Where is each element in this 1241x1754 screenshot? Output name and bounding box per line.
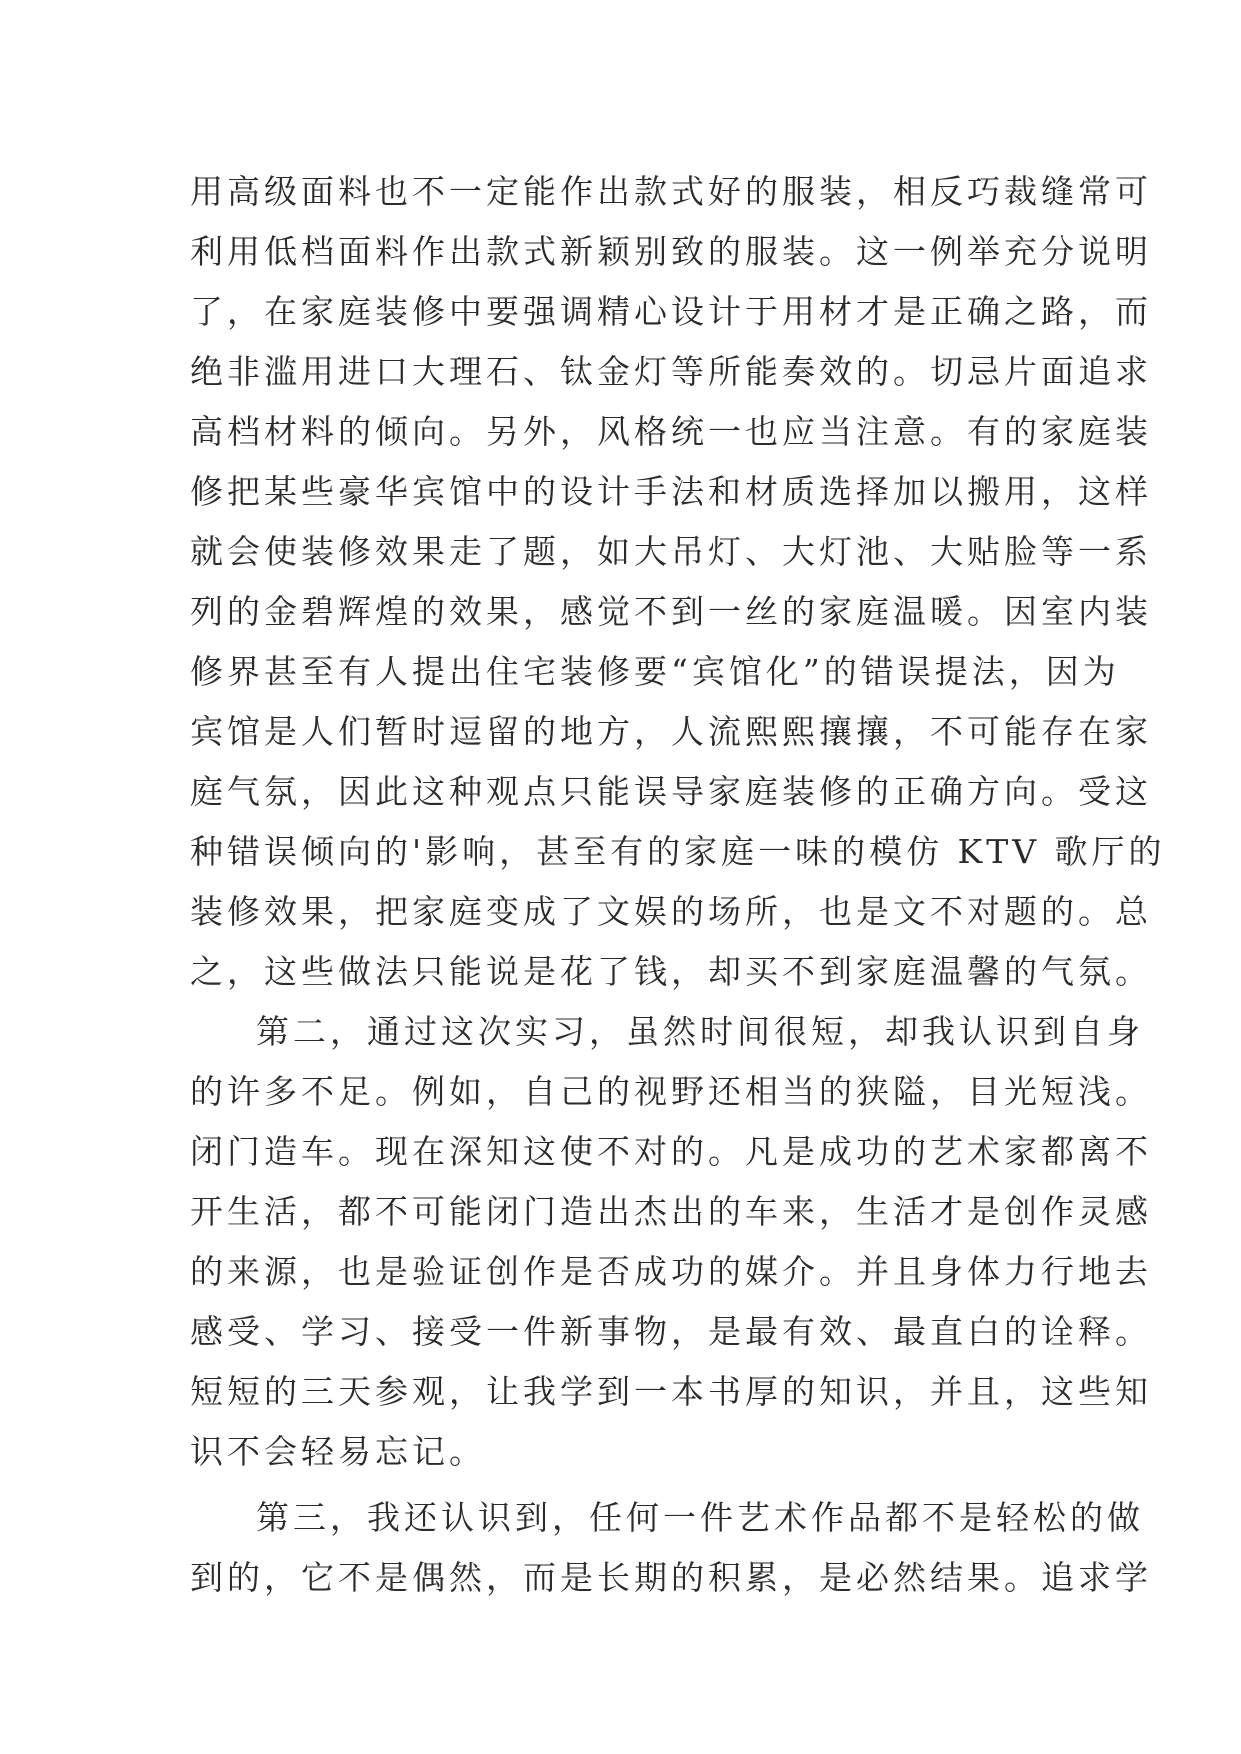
text-line: 绝非滥用进口大理石、钛金灯等所能奏效的。切忌片面追求 xyxy=(190,352,1152,391)
paragraph-start-line: 第三，我还认识到，任何一件艺术作品都不是轻松的做 xyxy=(256,1498,1144,1537)
text-line: 到的，它不是偶然，而是长期的积累，是必然结果。追求学 xyxy=(190,1558,1152,1597)
text-line: 列的金碧辉煌的效果，感觉不到一丝的家庭温暖。因室内装 xyxy=(190,592,1152,631)
text-line: 宾馆是人们暂时逗留的地方，人流熙熙攘攘，不可能存在家 xyxy=(190,712,1152,751)
text-line: 利用低档面料作出款式新颖别致的服装。这一例举充分说明 xyxy=(190,232,1152,271)
text-line: 修界甚至有人提出住宅装修要“宾馆化”的错误提法，因为 xyxy=(190,652,1120,691)
text-line: 就会使装修效果走了题，如大吊灯、大灯池、大贴脸等一系 xyxy=(190,532,1152,571)
text-line: 感受、学习、接受一件新事物，是最有效、最直白的诠释。 xyxy=(190,1312,1152,1351)
text-line: 开生活，都不可能闭门造出杰出的车来，生活才是创作灵感 xyxy=(190,1192,1152,1231)
text-line: 短短的三天参观，让我学到一本书厚的知识，并且，这些知 xyxy=(190,1372,1152,1411)
text-line: 闭门造车。现在深知这使不对的。凡是成功的艺术家都离不 xyxy=(190,1132,1152,1171)
paragraph-start-line: 第二，通过这次实习，虽然时间很短，却我认识到自身 xyxy=(256,1012,1144,1051)
text-line: 修把某些豪华宾馆中的设计手法和材质选择加以搬用，这样 xyxy=(190,472,1152,511)
text-line: 的来源，也是验证创作是否成功的媒介。并且身体力行地去 xyxy=(190,1252,1152,1291)
text-line: 了，在家庭装修中要强调精心设计于用材才是正确之路，而 xyxy=(190,292,1152,331)
text-line: 识不会轻易忘记。 xyxy=(190,1432,486,1471)
text-line: 种错误倾向的'影响，甚至有的家庭一味的模仿 KTV 歌厅的 xyxy=(190,832,1166,871)
text-line: 庭气氛，因此这种观点只能误导家庭装修的正确方向。受这 xyxy=(190,772,1152,811)
text-line: 用高级面料也不一定能作出款式好的服装，相反巧裁缝常可 xyxy=(190,172,1152,211)
text-line: 高档材料的倾向。另外，风格统一也应当注意。有的家庭装 xyxy=(190,412,1152,451)
body-text xyxy=(190,162,1166,1608)
text-line: 装修效果，把家庭变成了文娱的场所，也是文不对题的。总 xyxy=(190,892,1152,931)
text-line: 的许多不足。例如，自己的视野还相当的狭隘，目光短浅。 xyxy=(190,1072,1152,1111)
text-line: 之，这些做法只能说是花了钱，却买不到家庭温馨的气氛。 xyxy=(190,952,1152,991)
